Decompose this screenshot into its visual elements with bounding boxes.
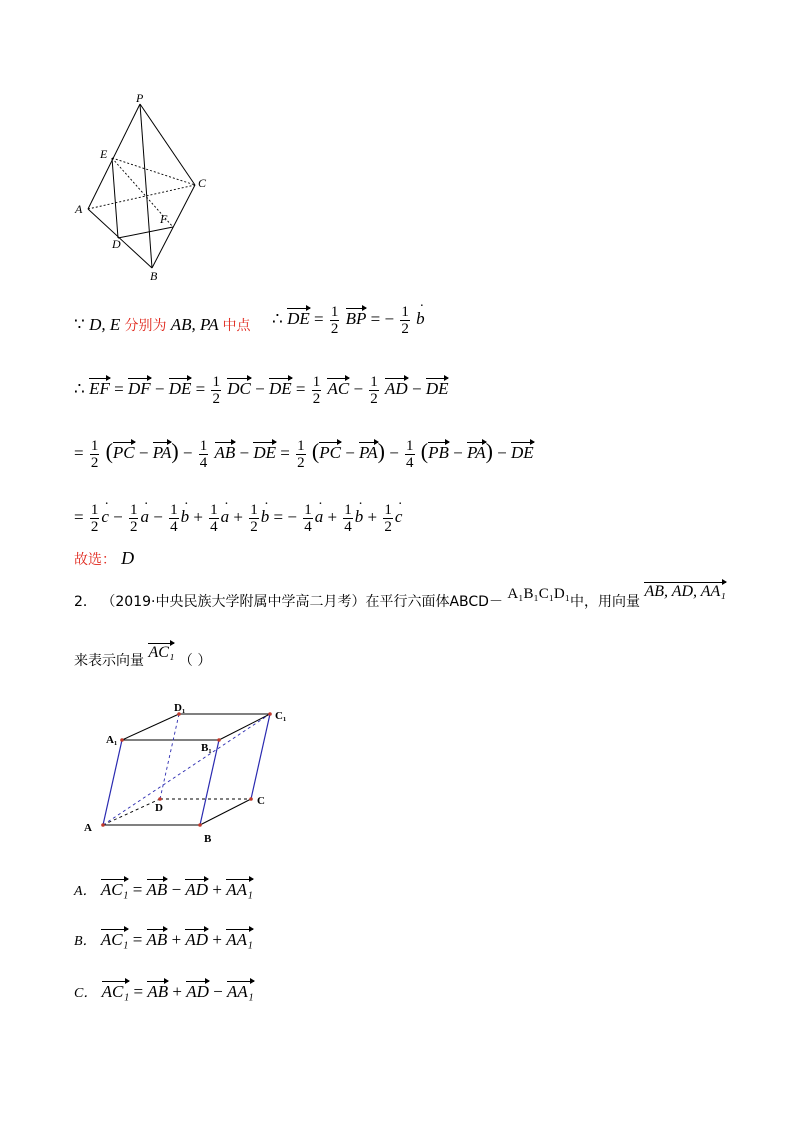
label-c: C [198, 176, 207, 190]
label-d1: D₁ [174, 702, 186, 714]
parallelepiped-figure [75, 700, 315, 850]
question-2-line-1: 2． （2019·中央民族大学附属中学高二月考）在平行六面体ABCD－ A₁B₁C₁D₁中，用向量 AB, AD, AA₁ [74, 583, 726, 610]
label-p: P [136, 91, 144, 105]
option-a[interactable]: A． AC₁ = AB − AD + AA₁ [74, 880, 253, 899]
solution-line-4: = $\frac{1}{2}$ c · − $\frac{1}{2}$ a · − $\frac{1}{4}$ b · + $\frac{1}{4}$ a · + $\frac{1}{2}$ b · = − $\frac{1}{4}$ a · + $\frac{1}{4}$ b · + $\frac{1}{2}$ c · [74, 502, 402, 535]
question-2-line-2: 来表示向量 AC₁ （ ） [74, 644, 212, 669]
solution-line-3: = $\frac{1}{2}$ (PC − PA) − $\frac{1}{4}$ AB − DE = $\frac{1}{2}$ (PC − PA) − $\frac{1}{4}$ (PB − PA) − DE [74, 438, 534, 471]
answer-value: D [121, 548, 135, 568]
label-b: B [204, 833, 212, 845]
label-a1: A₁ [106, 734, 118, 746]
label-b1: B₁ [201, 742, 212, 754]
answer-label: 故选： [74, 552, 116, 568]
option-c[interactable]: C． AC₁ = AB + AD − AA₁ [74, 982, 254, 1001]
solution-line-2: ∴ EF = DF − DE = $\frac{1}{2}$ DC − DE = $\frac{1}{2}$ AC − $\frac{1}{2}$ AD − DE [74, 374, 449, 407]
label-a: A [84, 822, 92, 834]
solution-line-1: ∵ D, E 分别为 AB, PA 中点 [74, 315, 251, 334]
answer-line [74, 548, 134, 569]
label-d: D [155, 802, 163, 814]
solution-line-1b: ∴ DE = $\frac{1}{2}$ BP = − $\frac{1}{2}$ b · [272, 304, 425, 337]
label-e: E [100, 147, 108, 161]
label-c: C [257, 795, 265, 807]
tetrahedron-figure [70, 90, 220, 285]
label-d: D [112, 237, 121, 251]
option-b[interactable]: B． AC₁ = AB + AD + AA₁ [74, 930, 253, 949]
label-c1: C₁ [275, 710, 287, 722]
label-f: F [160, 212, 168, 226]
label-b: B [150, 269, 158, 283]
label-a: A [75, 202, 83, 216]
